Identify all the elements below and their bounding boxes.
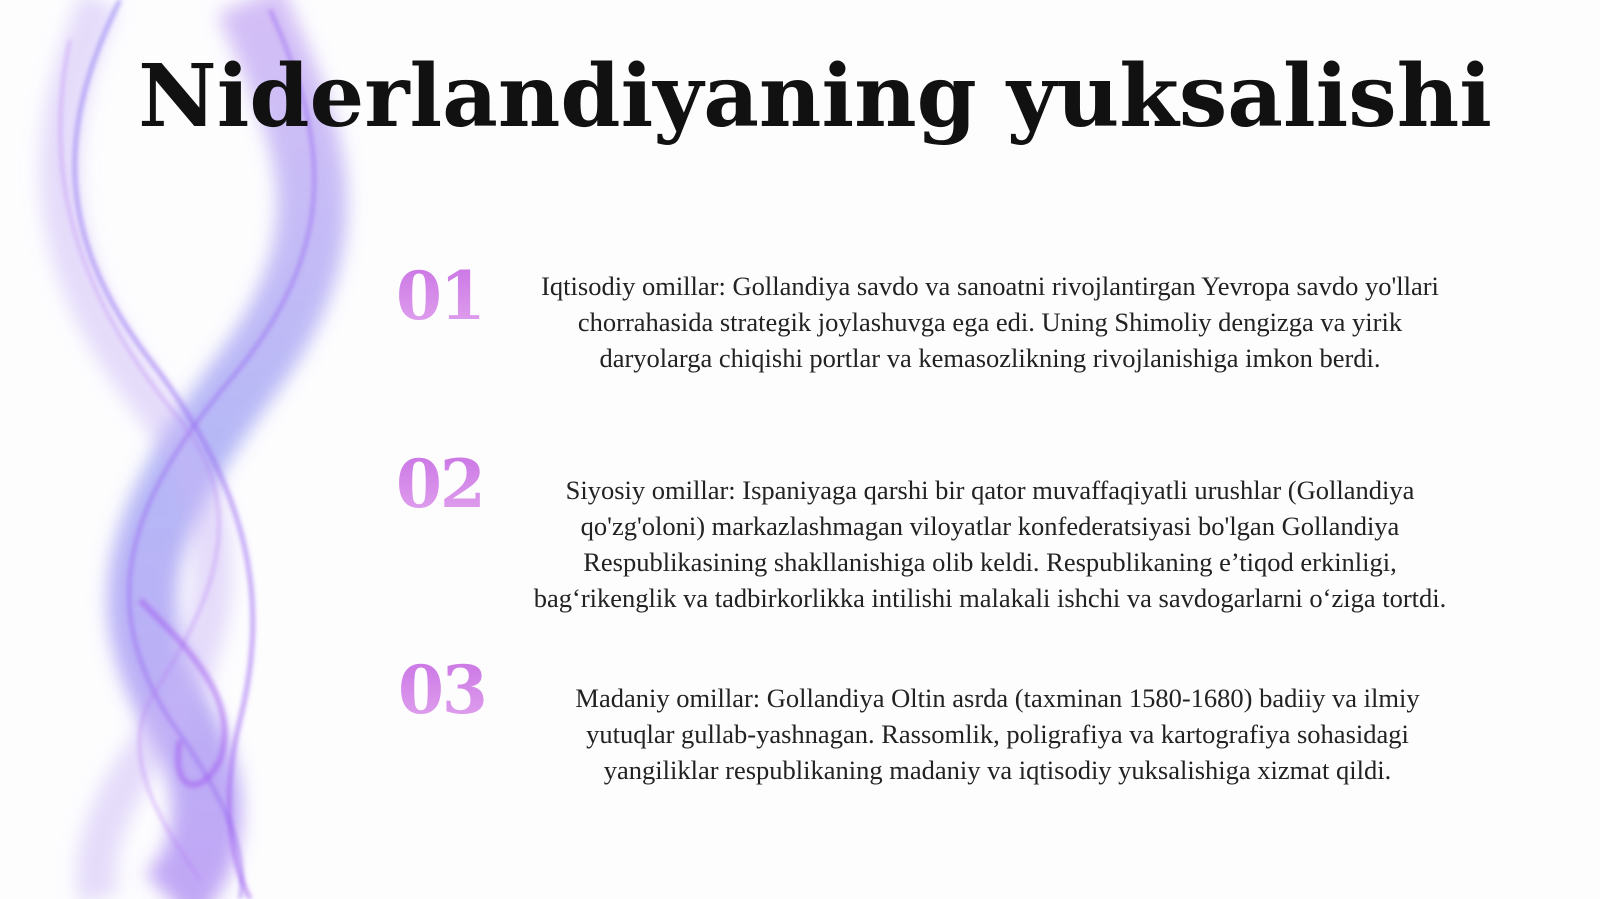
slide-title: Niderlandiyaning yuksalishi xyxy=(138,46,1492,147)
item-number-01: 01 xyxy=(396,257,484,335)
item-number-03: 03 xyxy=(398,651,486,729)
item-text-03: Madaniy omillar: Gollandiya Oltin asrda (taxminan 1580-1680) badiiy va ilmiy yutuqlar gullab-yashnagan. Rassomlik, poligrafiya va kartografiya sohasidagi yangiliklar respublikaning madaniy va iqtisodiy yuksalishiga xizmat qildi. xyxy=(575,683,1420,785)
item-number-02: 02 xyxy=(396,445,484,523)
item-text-02: Siyosiy omillar: Ispaniyaga qarshi bir qator muvaffaqiyatli urushlar (Gollandiya qo'zg'oloni) markazlashmagan viloyatlar konfederatsiyasi bo'lgan Gollandiya Respublikasining shakllanishiga olib keldi. Respublikaning e’tiqod erkinligi, bag‘rikenglik va tadbirkorlikka intilishi malakali ishchi va savdogarlarni o‘ziga tortdi. xyxy=(533,475,1447,613)
item-text-01: Iqtisodiy omillar: Gollandiya savdo va sanoatni rivojlantirgan Yevropa savdo yo'llari chorrahasida strategik joylashuvga ega edi. Uning Shimoliy dengizga va yirik daryolarga chiqishi portlar va kemasozlikning rivojlanishiga imkon berdi. xyxy=(541,271,1439,373)
